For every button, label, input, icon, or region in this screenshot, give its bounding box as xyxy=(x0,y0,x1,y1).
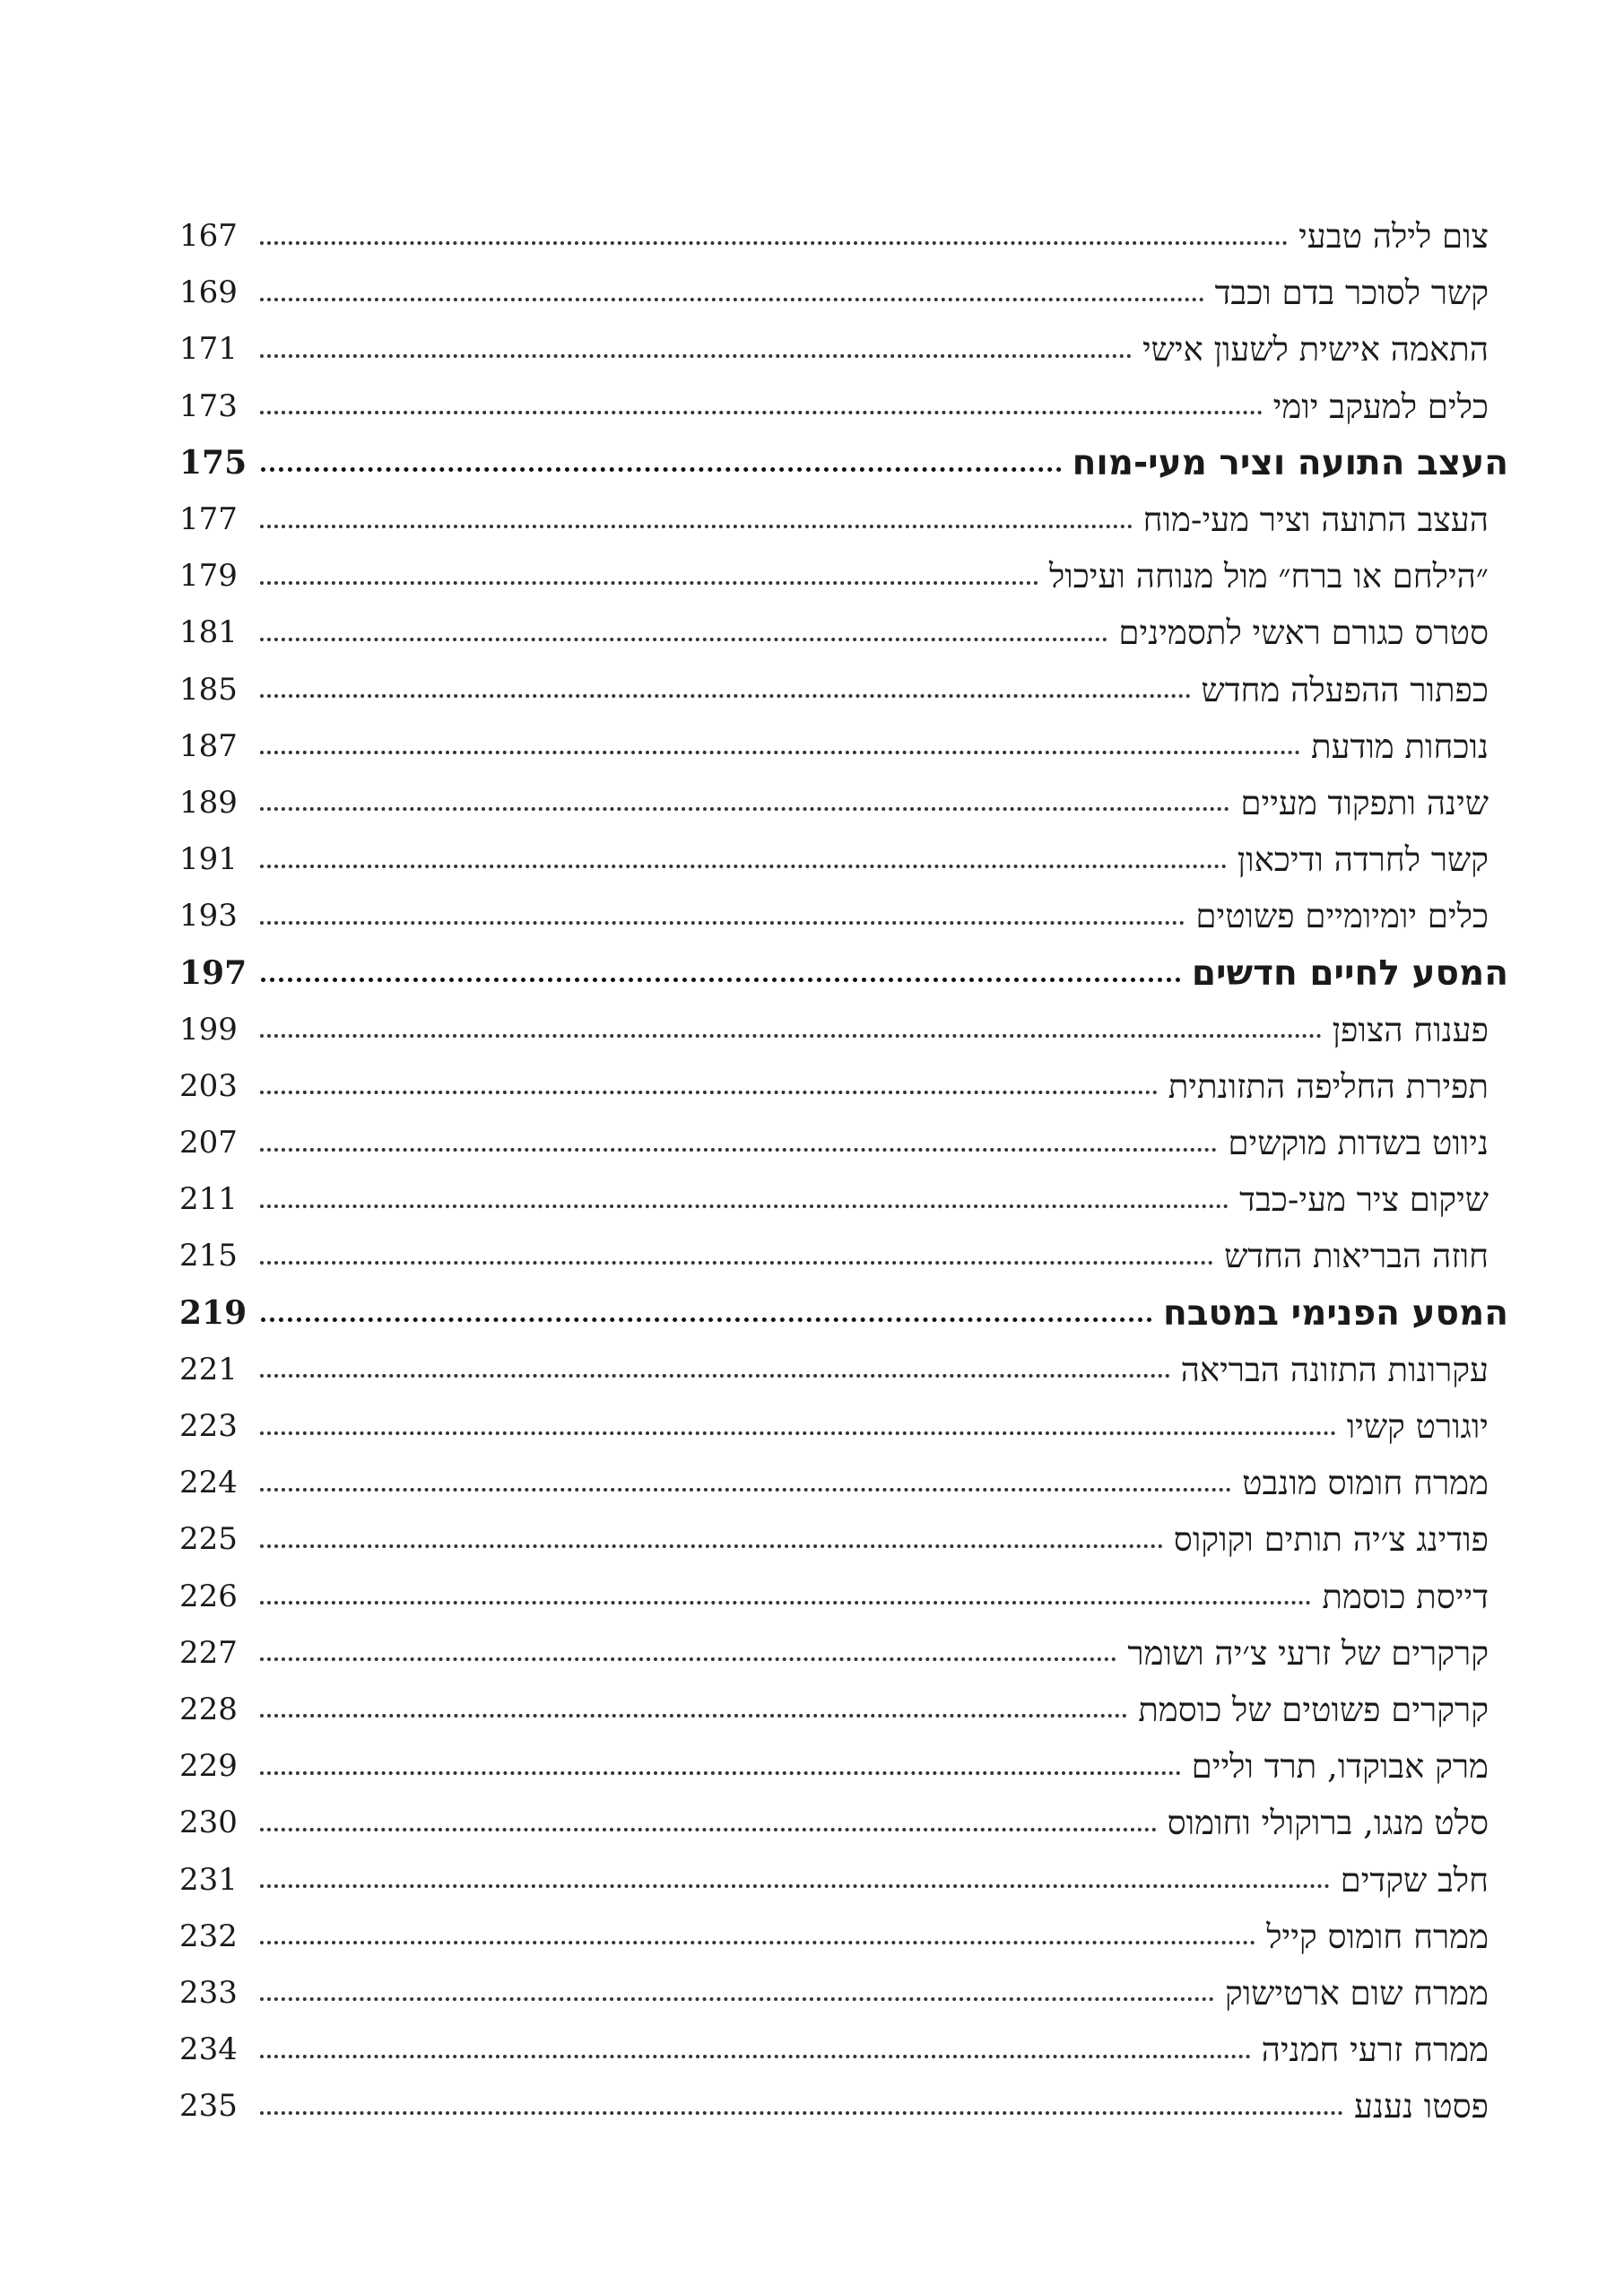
toc-entry-title: ממרח זרעי חמניה xyxy=(1261,2031,1489,2070)
toc-page-number: 167 xyxy=(179,218,238,255)
toc-entry-title: המסע לחיים חדשים xyxy=(1191,952,1508,994)
toc-page-number: 185 xyxy=(179,671,238,708)
toc-entry xyxy=(179,1795,1508,1851)
toc-page-number: 228 xyxy=(179,1691,238,1727)
toc-entry xyxy=(179,1569,1508,1625)
dot-leader xyxy=(260,1941,1255,1944)
toc-page-number: 171 xyxy=(179,331,238,368)
dot-leader xyxy=(260,411,1263,414)
dot-leader xyxy=(260,2055,1251,2058)
dot-leader xyxy=(260,1261,1213,1265)
toc-entry xyxy=(179,1342,1508,1398)
toc-page-number: 234 xyxy=(179,2031,238,2068)
dot-leader xyxy=(260,1544,1163,1548)
toc-entry xyxy=(179,662,1508,718)
toc-page-number: 230 xyxy=(179,1805,238,1841)
toc-entry xyxy=(179,1058,1508,1115)
toc-page-number: 229 xyxy=(179,1748,238,1785)
toc-entry-title: קרקרים פשוטים של כוסמת xyxy=(1138,1690,1489,1729)
toc-entry-title: דייסת כוסמת xyxy=(1322,1577,1489,1616)
toc-page-number: 231 xyxy=(179,1861,238,1898)
toc-entry xyxy=(179,1115,1508,1171)
dot-leader xyxy=(260,865,1227,868)
toc-entry-title: ממרח חומוס קייל xyxy=(1266,1917,1489,1956)
toc-page-number: 173 xyxy=(179,387,238,424)
dot-leader xyxy=(260,581,1038,585)
toc-page-number: 232 xyxy=(179,1918,238,1954)
toc-entry xyxy=(179,831,1508,888)
dot-leader xyxy=(260,2111,1343,2115)
toc-page-number: 227 xyxy=(179,1634,238,1671)
toc-page-number: 233 xyxy=(179,1974,238,2011)
toc-entry-title: סלט מנגו, ברוקולי וחומוס xyxy=(1167,1804,1489,1843)
toc-entry-title: תפירת החליפה התזונתית xyxy=(1168,1066,1489,1106)
toc-entry-title: ממרח שום ארטישוק xyxy=(1224,1973,1489,2013)
toc-entry-title: צום לילה טבעי xyxy=(1298,217,1489,257)
toc-entry-title: נוכחות מודעת xyxy=(1311,726,1489,766)
toc-entry-title: שינה ותפקוד מעיים xyxy=(1240,783,1489,822)
toc-entry-title: קשר לסוכר בדם וכבד xyxy=(1214,274,1489,313)
toc-entry xyxy=(179,1511,1508,1568)
toc-page-number: 175 xyxy=(179,443,248,482)
toc-chapter-entry xyxy=(179,435,1508,491)
dot-leader xyxy=(260,807,1229,811)
toc-page-number: 215 xyxy=(179,1238,238,1274)
dot-leader xyxy=(260,298,1204,301)
dot-leader xyxy=(260,1771,1181,1775)
dot-leader xyxy=(260,1657,1116,1661)
toc-entry xyxy=(179,2078,1508,2135)
toc-entry-title: שיקום ציר מעי-כבד xyxy=(1239,1180,1489,1220)
toc-entry xyxy=(179,491,1508,548)
dot-leader xyxy=(260,1601,1311,1605)
toc-entry xyxy=(179,1965,1508,2022)
toc-entry xyxy=(179,2022,1508,2078)
toc-entry xyxy=(179,265,1508,321)
toc-page-number: 226 xyxy=(179,1578,238,1614)
dot-leader xyxy=(260,1148,1217,1152)
toc-page-number: 187 xyxy=(179,727,238,764)
toc-entry-title: סטרס כגורם ראשי לתסמינים xyxy=(1118,613,1489,653)
dot-leader xyxy=(260,1431,1336,1435)
dot-leader xyxy=(260,751,1300,754)
toc-entry-title: עקרונות התזונה הבריאה xyxy=(1180,1350,1489,1389)
toc-entry xyxy=(179,1682,1508,1738)
toc-entry xyxy=(179,321,1508,378)
toc-entry-title: חוזה הבריאות החדש xyxy=(1224,1237,1489,1276)
toc-entry-title: כלים למעקב יומי xyxy=(1272,387,1489,426)
toc-page-number: 193 xyxy=(179,898,238,935)
toc-page-number: 219 xyxy=(179,1293,248,1332)
dot-leader xyxy=(261,467,1061,472)
dot-leader xyxy=(260,525,1133,528)
toc-chapter-entry xyxy=(179,1285,1508,1342)
toc-entry xyxy=(179,1398,1508,1455)
toc-page-number: 221 xyxy=(179,1351,238,1387)
dot-leader xyxy=(261,978,1181,982)
toc-entry-title: ״הילחם או ברח״ מול מנוחה ועיכול xyxy=(1048,557,1489,596)
toc-page-number: 224 xyxy=(179,1465,238,1501)
toc-page-number: 177 xyxy=(179,501,238,538)
toc-page-number: 179 xyxy=(179,558,238,595)
dot-leader xyxy=(261,1318,1152,1322)
toc-page-number: 225 xyxy=(179,1521,238,1558)
toc-page-number: 235 xyxy=(179,2088,238,2125)
dot-leader xyxy=(260,1997,1214,2001)
toc-chapter-entry xyxy=(179,944,1508,1001)
toc-page-number: 191 xyxy=(179,841,238,878)
dot-leader xyxy=(260,241,1288,245)
toc-entry xyxy=(179,1851,1508,1908)
dot-leader xyxy=(260,1374,1170,1378)
toc-entry-title: כפתור ההפעלה מחדש xyxy=(1201,670,1489,709)
toc-entry-title: העצב התועה וציר מעי-מוח xyxy=(1072,442,1508,483)
toc-entry xyxy=(179,1455,1508,1511)
toc-entry-title: פסטו נענע xyxy=(1354,2087,1489,2126)
dot-leader xyxy=(260,1091,1158,1094)
toc-entry-title: יוגורט קשיו xyxy=(1346,1407,1489,1447)
toc-page-number: 203 xyxy=(179,1067,238,1104)
toc-entry xyxy=(179,718,1508,775)
toc-entry xyxy=(179,1909,1508,1965)
toc-page-number: 207 xyxy=(179,1125,238,1161)
toc-entry-title: ממרח חומוס מונבט xyxy=(1242,1464,1489,1503)
toc-entry-title: העצב התועה וציר מעי-מוח xyxy=(1142,500,1489,540)
toc-entry-title: התאמה אישית לשעון אישי xyxy=(1142,330,1489,370)
toc-page-number: 211 xyxy=(179,1181,238,1218)
toc-entry xyxy=(179,1171,1508,1228)
dot-leader xyxy=(260,1034,1322,1038)
toc-entry xyxy=(179,1228,1508,1284)
toc-page-number: 181 xyxy=(179,614,238,651)
toc-page-number: 197 xyxy=(179,953,248,992)
table-of-contents xyxy=(179,208,1508,2135)
toc-entry xyxy=(179,548,1508,604)
dot-leader xyxy=(260,1205,1229,1208)
dot-leader xyxy=(260,694,1191,698)
dot-leader xyxy=(260,1828,1157,1831)
toc-entry xyxy=(179,888,1508,944)
toc-entry-title: המסע הפנימי במטבח xyxy=(1162,1292,1508,1334)
toc-entry xyxy=(179,604,1508,661)
toc-entry-title: קשר לחרדה ודיכאון xyxy=(1237,840,1489,880)
toc-entry-title: חלב שקדים xyxy=(1340,1860,1489,1900)
toc-entry xyxy=(179,1002,1508,1058)
toc-entry xyxy=(179,378,1508,435)
dot-leader xyxy=(260,638,1107,641)
toc-entry-title: כלים יומיומיים פשוטים xyxy=(1195,897,1489,936)
toc-entry-title: פודינג צ׳יה תותים וקוקוס xyxy=(1173,1520,1489,1560)
toc-entry-title: פענוח הצופן xyxy=(1332,1010,1489,1049)
toc-entry xyxy=(179,1738,1508,1795)
toc-entry xyxy=(179,1625,1508,1682)
dot-leader xyxy=(260,1714,1127,1718)
toc-page-number: 189 xyxy=(179,784,238,821)
toc-entry-title: ניווט בשדות מוקשים xyxy=(1228,1124,1489,1163)
toc-page-number: 169 xyxy=(179,274,238,311)
toc-entry-title: קרקרים של זרעי צ׳יה ושומר xyxy=(1127,1633,1489,1673)
toc-entry xyxy=(179,775,1508,831)
dot-leader xyxy=(260,354,1132,358)
toc-entry xyxy=(179,208,1508,265)
toc-entry-title: מרק אבוקדו, תרד וליים xyxy=(1191,1747,1489,1787)
toc-page-number: 199 xyxy=(179,1011,238,1048)
dot-leader xyxy=(260,1488,1231,1492)
dot-leader xyxy=(260,921,1185,925)
dot-leader xyxy=(260,1884,1330,1888)
toc-page-number: 223 xyxy=(179,1408,238,1445)
